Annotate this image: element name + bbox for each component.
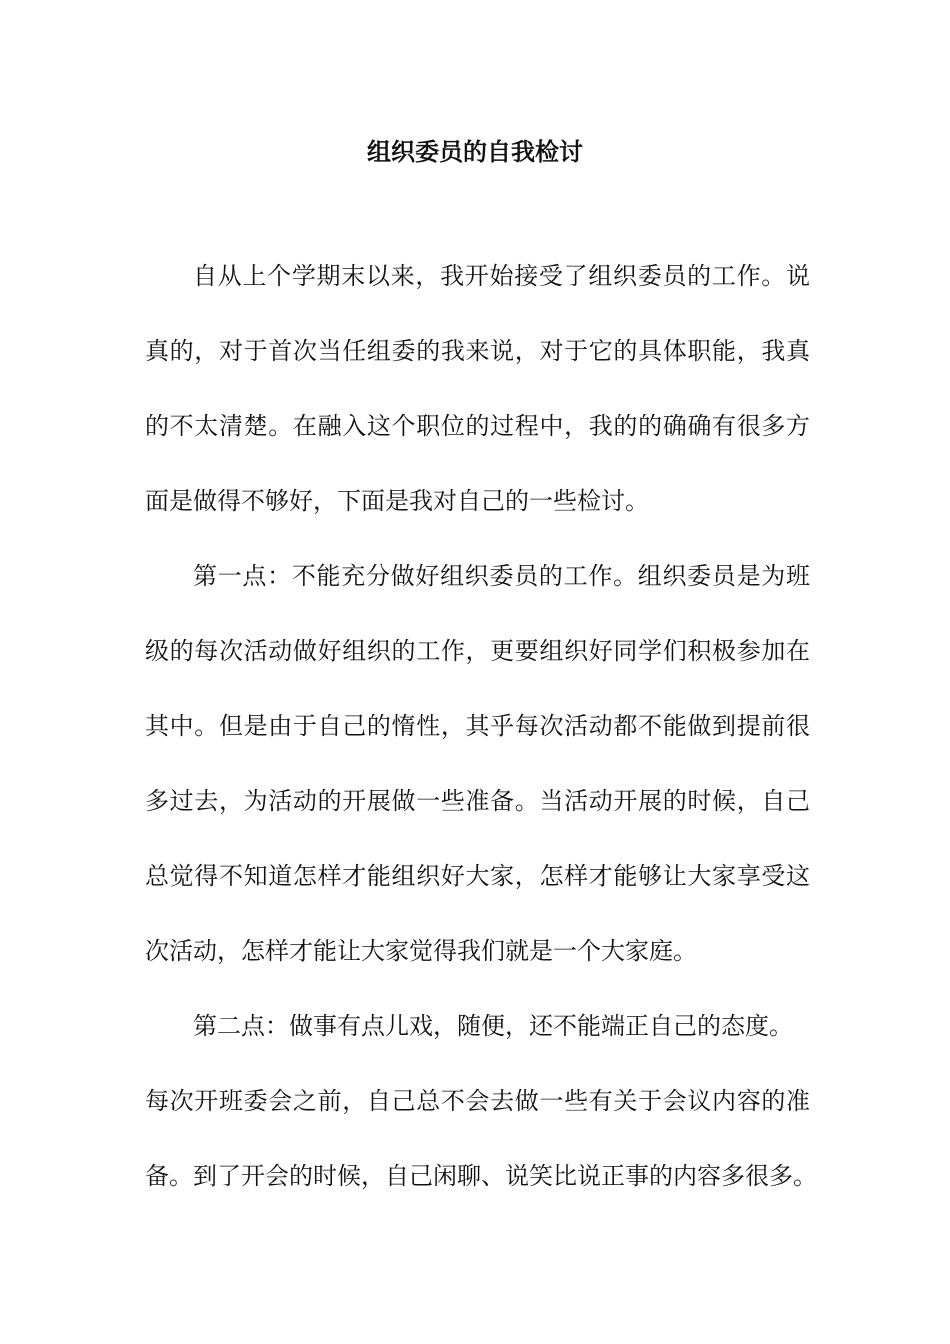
text-line: 次活动，怎样才能让大家觉得我们就是一个大家庭。 — [145, 937, 697, 965]
text-line: 真的，对于首次当任组委的我来说，对于它的具体职能，我真 — [145, 337, 810, 365]
document-title: 组织委员的自我检讨 — [367, 137, 583, 166]
text-line: 第二点：做事有点儿戏，随便，还不能端正自己的态度。 — [193, 1012, 793, 1040]
text-line: 多过去，为活动的开展做一些准备。当活动开展的时候，自己 — [145, 787, 810, 815]
text-line: 的不太清楚。在融入这个职位的过程中，我的的确确有很多方 — [145, 412, 810, 440]
text-line: 级的每次活动做好组织的工作，更要组织好同学们积极参加在 — [145, 637, 810, 665]
text-line: 其中。但是由于自己的惰性，其乎每次活动都不能做到提前很 — [145, 712, 810, 740]
text-line: 第一点：不能充分做好组织委员的工作。组织委员是为班 — [193, 562, 810, 590]
text-line: 备。到了开会的时候，自己闲聊、说笑比说正事的内容多很多。 — [145, 1162, 817, 1190]
document-body — [145, 257, 817, 1232]
text-line: 面是做得不够好，下面是我对自己的一些检讨。 — [145, 487, 649, 515]
text-line: 自从上个学期末以来，我开始接受了组织委员的工作。说 — [193, 262, 810, 290]
text-line: 总觉得不知道怎样才能组织好大家，怎样才能够让大家享受这 — [145, 862, 810, 890]
text-line: 每次开班委会之前，自己总不会去做一些有关于会议内容的准 — [145, 1087, 810, 1115]
